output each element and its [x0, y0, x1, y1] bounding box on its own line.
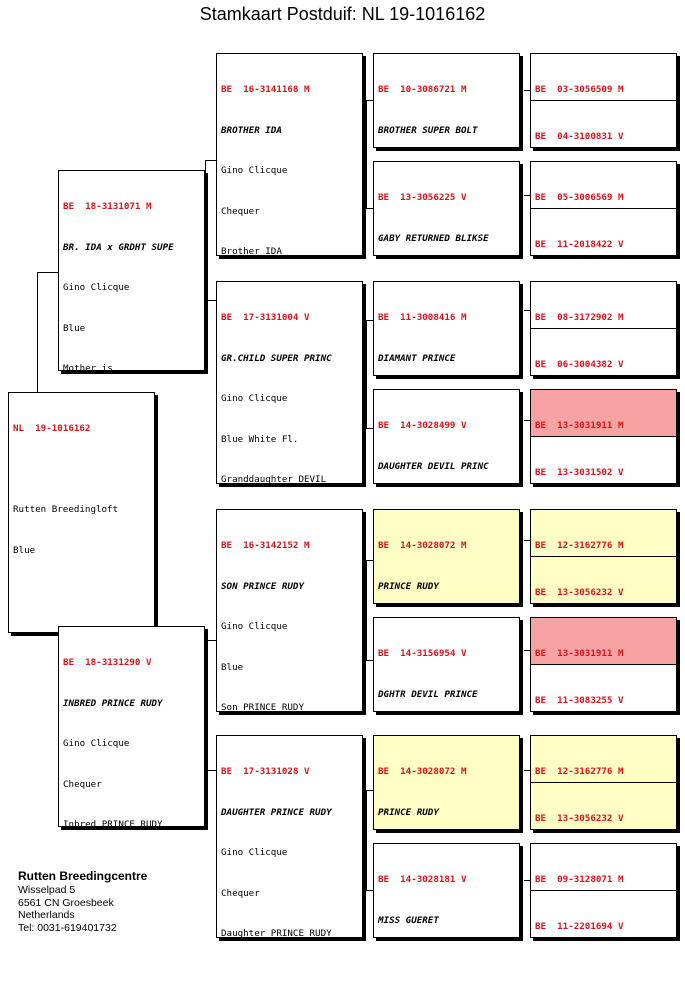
- ring-number: BE 04-3100831 V: [535, 131, 624, 142]
- great-grandparent-card: [373, 53, 520, 148]
- gg-grandparent-card: [531, 162, 676, 208]
- ring-number: BE 18-3131071 M: [63, 201, 152, 212]
- country-line: Netherlands: [18, 909, 75, 921]
- great-grandparent-card: [373, 389, 520, 484]
- ring-number: BE 11-2018422 V: [535, 239, 624, 250]
- gg-grandparent-pair: [530, 509, 677, 604]
- ring-number: BE 13-3056225 V: [378, 192, 467, 203]
- connector: [366, 790, 367, 890]
- connector: [205, 640, 206, 770]
- info-line: Chequer: [221, 205, 260, 217]
- connector: [366, 890, 373, 891]
- ring-number: BE 14-3028072 M: [378, 766, 467, 777]
- grandparent-card: [216, 735, 363, 938]
- gg-grandparent-card: [531, 54, 676, 100]
- info-line: Gino Clicque: [221, 393, 288, 404]
- page-title: Stamkaart Postduif: NL 19-1016162: [199, 4, 486, 24]
- gg-grandparent-card: [531, 510, 676, 556]
- connector: [37, 272, 59, 273]
- dam-card: [58, 626, 205, 827]
- info-line: Rutten Breedingloft: [13, 504, 119, 515]
- info-line: Chequer: [221, 887, 260, 899]
- pigeon-name: PRINCE RUDY: [378, 580, 439, 592]
- gg-grandparent-card: [531, 282, 676, 328]
- ring-number: BE 13-3031502 V: [535, 467, 624, 478]
- connector: [205, 160, 216, 161]
- gg-grandparent-card: [531, 390, 676, 436]
- connector: [366, 560, 373, 561]
- pigeon-name: GABY RETURNED BLIKSE: [378, 232, 489, 244]
- ring-number: BE 11-3083255 V: [535, 695, 624, 706]
- ring-number: BE 13-3056232 V: [535, 587, 624, 598]
- ring-number: BE 12-3162776 M: [535, 766, 624, 777]
- ring-number: BE 06-3004382 V: [535, 359, 624, 370]
- ring-number: BE 18-3131290 V: [63, 657, 152, 668]
- info-line: Gino Clicque: [63, 738, 130, 749]
- ring-number: BE 09-3128071 M: [535, 874, 624, 885]
- pigeon-name: INBRED PRINCE RUDY: [63, 697, 163, 709]
- info-line: Daughter PRINCE RUDY: [221, 928, 332, 938]
- pigeon-name: DAUGHTER DEVIL PRINC: [378, 460, 489, 472]
- info-line: Granddaughter DEVIL: [221, 474, 327, 484]
- gg-grandparent-pair: [530, 735, 677, 830]
- gg-grandparent-pair: [530, 617, 677, 712]
- city-line: 6561 CN Groesbeek: [18, 896, 114, 909]
- info-line: Gino Clicque: [221, 165, 288, 176]
- gg-grandparent-card: [531, 208, 676, 255]
- great-grandparent-card: [373, 735, 520, 830]
- great-grandparent-card: [373, 161, 520, 256]
- ring-number: BE 08-3172902 M: [535, 312, 624, 323]
- ring-number: BE 03-3056509 M: [535, 84, 624, 95]
- ring-number: BE 13-3031911 M: [535, 420, 624, 431]
- info-line: [13, 463, 150, 477]
- ring-number: BE 13-3031911 M: [535, 648, 624, 659]
- ring-number: BE 14-3028072 M: [378, 540, 467, 551]
- connector: [366, 660, 373, 661]
- info-line: Blue: [63, 322, 86, 334]
- info-line: Blue: [13, 544, 36, 556]
- info-line: Brother IDA: [221, 246, 282, 256]
- info-line: Inbred PRINCE RUDY: [63, 819, 163, 827]
- gg-grandparent-pair: [530, 161, 677, 256]
- pigeon-name: DIAMANT PRINCE: [378, 352, 456, 364]
- gg-grandparent-pair: [530, 843, 677, 938]
- connector: [366, 208, 373, 209]
- info-line: Mother is: [63, 363, 113, 371]
- great-grandparent-card: [373, 617, 520, 712]
- pigeon-name: GR.CHILD SUPER PRINC: [221, 352, 332, 364]
- company-name: Rutten Breedingcentre: [18, 869, 148, 883]
- sire-card: [58, 170, 205, 371]
- connector: [366, 100, 373, 101]
- gg-grandparent-pair: [530, 281, 677, 376]
- ring-number: BE 14-3028181 V: [378, 874, 467, 885]
- info-line: Blue: [221, 661, 244, 673]
- info-line: Gino Clicque: [63, 282, 130, 293]
- info-line: Gino Clicque: [221, 621, 288, 632]
- ring-number: BE 11-2201694 V: [535, 921, 624, 932]
- gg-grandparent-card: [531, 890, 676, 937]
- gg-grandparent-pair: [530, 389, 677, 484]
- connector: [205, 300, 216, 301]
- grandparent-card: [216, 281, 363, 484]
- connector: [205, 640, 216, 641]
- connector: [366, 320, 373, 321]
- gg-grandparent-card: [531, 664, 676, 711]
- gg-grandparent-card: [531, 556, 676, 603]
- gg-grandparent-card: [531, 782, 676, 829]
- address-line: Wisselpad 5: [18, 884, 76, 896]
- connector: [366, 428, 373, 429]
- ring-number: BE 05-3006569 M: [535, 192, 624, 203]
- gg-grandparent-card: [531, 736, 676, 782]
- gg-grandparent-card: [531, 328, 676, 375]
- ring-number: BE 10-3086721 M: [378, 84, 467, 95]
- subject-card: [8, 392, 155, 633]
- great-grandparent-card: [373, 509, 520, 604]
- gg-grandparent-card: [531, 844, 676, 890]
- gg-grandparent-card: [531, 618, 676, 664]
- ring-number: BE 11-3008416 M: [378, 312, 467, 323]
- ring-number: BE 16-3142152 M: [221, 540, 310, 551]
- ring-number: BE 12-3162776 M: [535, 540, 624, 551]
- info-line: Chequer: [63, 778, 102, 790]
- ring-number: NL 19-1016162: [13, 423, 91, 434]
- pigeon-name: PRINCE RUDY: [378, 806, 439, 818]
- pigeon-name: SON PRINCE RUDY: [221, 580, 304, 592]
- gg-grandparent-card: [531, 436, 676, 483]
- ring-number: BE 17-3131004 V: [221, 312, 310, 323]
- great-grandparent-card: [373, 281, 520, 376]
- pigeon-name: DGHTR DEVIL PRINCE: [378, 688, 478, 700]
- connector: [37, 272, 38, 396]
- gg-grandparent-card: [531, 100, 676, 147]
- gg-grandparent-pair: [530, 53, 677, 148]
- pigeon-name: BROTHER SUPER BOLT: [378, 124, 478, 136]
- ring-number: BE 17-3131028 V: [221, 766, 310, 777]
- phone-line: Tel: 0031-619401732: [18, 921, 117, 934]
- connector: [205, 160, 206, 300]
- connector: [366, 790, 373, 791]
- connector: [366, 320, 367, 428]
- info-line: Gino Clicque: [221, 847, 288, 858]
- ring-number: BE 14-3028499 V: [378, 420, 467, 431]
- ring-number: BE 13-3056232 V: [535, 813, 624, 824]
- footer-address: [18, 868, 147, 934]
- pigeon-name: BROTHER IDA: [221, 124, 282, 136]
- ring-number: BE 16-3141168 M: [221, 84, 310, 95]
- great-grandparent-card: [373, 843, 520, 938]
- grandparent-card: [216, 53, 363, 256]
- info-line: Blue White Fl.: [221, 433, 299, 445]
- pigeon-name: BR. IDA x GRDHT SUPE: [63, 241, 174, 253]
- info-line: Son PRINCE RUDY: [221, 702, 304, 712]
- ring-number: BE 14-3156954 V: [378, 648, 467, 659]
- pigeon-name: DAUGHTER PRINCE RUDY: [221, 806, 332, 818]
- connector: [366, 560, 367, 660]
- pigeon-name: MISS GUERET: [378, 914, 439, 926]
- connector: [366, 100, 367, 208]
- connector: [205, 770, 216, 771]
- grandparent-card: [216, 509, 363, 712]
